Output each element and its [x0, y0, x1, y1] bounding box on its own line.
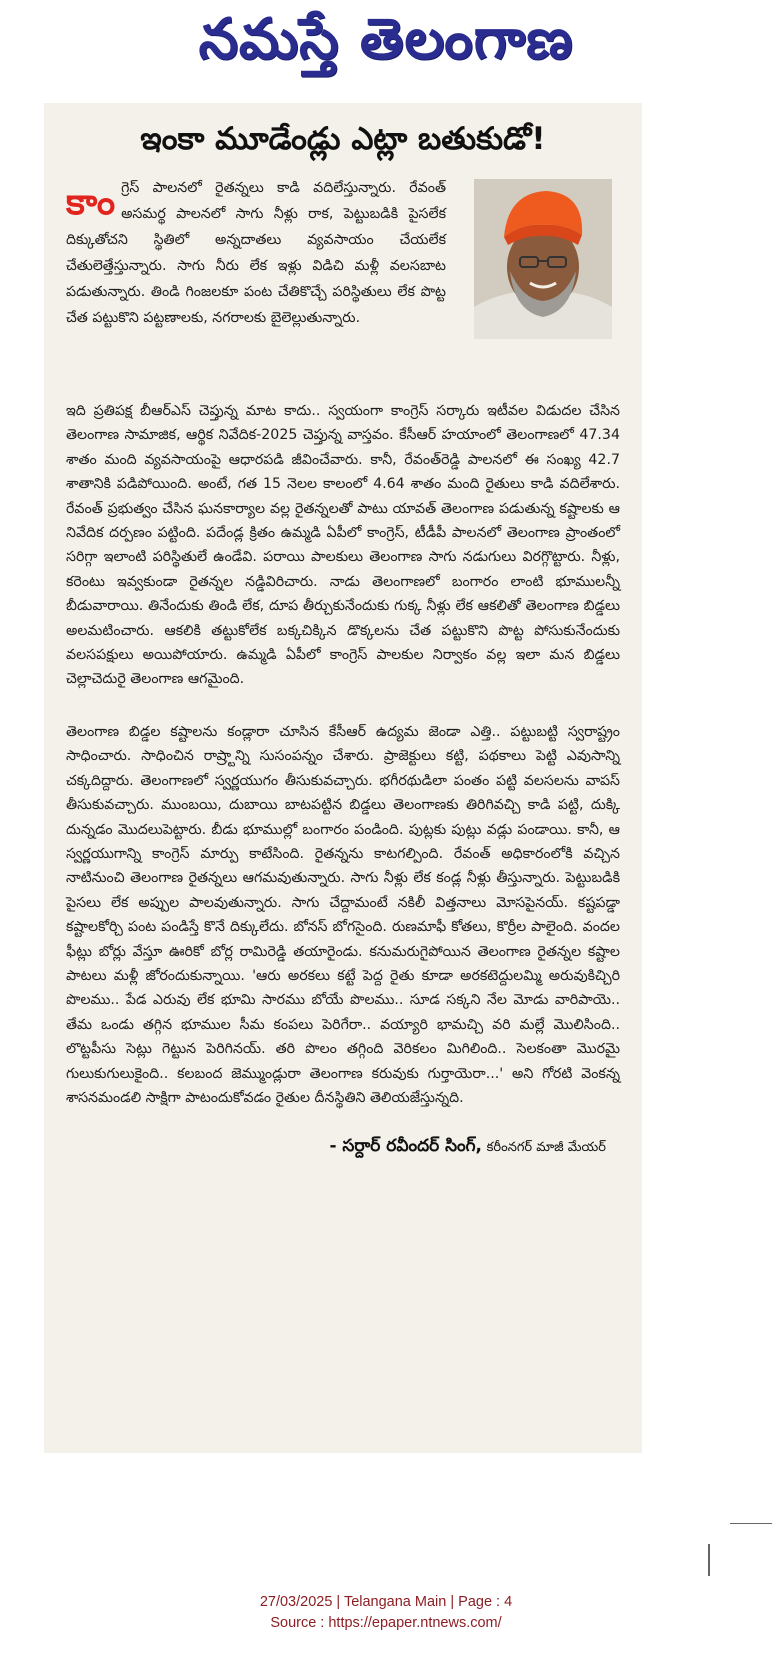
drop-cap: కాం: [66, 182, 116, 223]
article-paragraph-2: తెలంగాణ బిడ్డల కష్టాలను కండ్లారా చూసిన కేసీఆర్ ఉద్యమ జెండా ఎత్తి.. పట్టుబట్టి స్వరాష్ట్రం సాధించారు. సాధించిన రాష్ర్టాన్ని సుసంపన్నం చేశారు. ప్రాజెక్టులు కట్టి, పథకాలు పెట్టి ఎవుసాన్ని చక్కదిద్దారు. తెలంగాణలో స్వర్ణయుగం తీసుకువచ్చారు. భగీరథుడిలా పంతం పట్టి వలసలను వాపస్ తీసుకువచ్చారు. ముంబయి, దుబాయి బాటపట్టిన బిడ్డలు తెలంగాణకు తిరిగివచ్చి కాడి పట్టి, దుక్కి దున్నడం మొదలుపెట్టారు. బీడు భూముల్లో బంగారం పండింది. పుట్లకు పుట్లు వడ్లు పండాయి. కానీ, ఆ స్వర్ణయుగాన్ని కాంగ్రెస్ మార్పు కాటేసింది. రైతన్నను కాటగల్పింది. రేవంత్ అధికారంలోకి వచ్చిన నాటినుంచి తెలంగాణ రైతన్నలు ఆగమవుతున్నారు. సాగు నీళ్లు లేక కండ్ల నీళ్లు తీస్తున్నారు. పెట్టుబడికి పైసలు లేక అప్పుల పాలవుతున్నారు. సాగు చేద్దామంటే నకిలీ విత్తనాలు మోసపైనయ్. కష్టపడ్డా కష్టాలకోర్చి పంట పండిస్తే కొనే దిక్కులేదు. బోనస్ బోగసైంది. రుణమాఫీ కోతలు, కొర్రీల పాలైంది. వందల ఫీట్లు బోర్లు వేస్తూ ఊరికో బోర్ల రామిరెడ్డి తయారైండు. కనుమరుగైపోయిన తెలంగాణ రైతన్నల కష్టాల పాటలు మళ్లీ జోరందుకున్నాయి. 'ఆరు అరకలు కట్టే పెద్ద రైతు కూడా అరకటెద్దులమ్మి అరువుకిచ్చిరి పొలము.. పేడ ఎరువు లేక భూమి సారము బోయే పొలము.. సూడ సక్కని నేల మోడు వారిపాయె.. తేమ ఒండు తగ్గిన భూముల సీమ కంపలు పెరిగేరా.. వయ్యారి భామచ్చి వరి మల్లే మొలిసింది.. లొట్టపీసు సెట్లు గెట్టున పెరిగినయ్. తరి పొలం తగ్గింది వెరికలం మిగిలింది.. సెలకంతా మొరమై గులుకుగులుకైంది.. కలబంద జెమ్ముండ్లురా తెలంగాణ కరువుకు గుర్తాయెరా...' అని గోరటి వెంకన్న శాసనమండలి సాక్షిగా పాటందుకోవడం రైతుల దీనస్థితిని తెలియజేస్తున్నది.: [66, 723, 620, 1106]
lead-text: గ్రెస్ పాలనలో రైతన్నలు కాడి వదిలేస్తున్నారు. రేవంత్ అసమర్థ పాలనలో సాగు నీళ్లు రాక, పెట్టుబడికి పైసలేక దిక్కుతోచని స్థితిలో అన్నదాతలు వ్యవసాయం చేయలేక చేతులెత్తేస్తున్నారు. సాగు నీరు లేక ఇళ్లు విడిచి మళ్లీ వలసబాట పడుతున్నారు. తిండి గింజలకూ పంట చేతికొచ్చే పరిస్థితులు లేక పొట్ట చేత పట్టుకొని పట్టణాలకు, నగరాలకు బైలెల్లుతున్నారు.: [66, 180, 446, 326]
lead-paragraph: [66, 175, 446, 331]
byline: [66, 1136, 620, 1160]
article-panel: [44, 103, 642, 1453]
lead-section: [66, 175, 620, 375]
author-title: కరీంనగర్ మాజీ మేయర్: [486, 1140, 606, 1156]
article-headline: ఇంకా మూడేండ్లు ఎట్లా బతుకుడో!: [140, 121, 546, 157]
footer-date-page: 27/03/2025 | Telangana Main | Page : 4: [259, 1594, 513, 1610]
page-footer: [0, 1592, 772, 1634]
portrait-photo-icon: [474, 179, 612, 339]
masthead-logo: నమస్తే తెలంగాణ: [198, 7, 574, 72]
edge-divider-vertical: [708, 1544, 710, 1576]
author-photo: [474, 179, 612, 339]
edge-divider-horizontal: [730, 1523, 772, 1524]
author-name: - సర్దార్ రవీందర్ సింగ్,: [329, 1136, 482, 1157]
footer-source: Source : https://epaper.ntnews.com/: [270, 1615, 502, 1631]
article-paragraph-1: ఇది ప్రతిపక్ష బీఆర్ఎస్ చెప్తున్న మాట కాదు.. స్వయంగా కాంగ్రెస్ సర్కారు ఇటీవల విడుదల చేసిన తెలంగాణ సామాజిక, ఆర్థిక నివేదిక-2025 చెప్తున్న వాస్తవం. కేసీఆర్ హయాంలో తెలంగాణలో 47.34 శాతం మంది వ్యవసాయంపై ఆధారపడి జీవించేవారు. కానీ, రేవంత్‌రెడ్డి పాలనలో ఈ సంఖ్య 42.7 శాతానికి పడిపోయింది. అంటే, గత 15 నెలల కాలంలో 4.64 శాతం మంది రైతులు కాడి వదిలేశారు. రేవంత్ ప్రభుత్వం చేసిన ఘనకార్యాల వల్ల రైతన్నలతో పాటు యావత్ తెలంగాణ పడుతున్న కష్టాలకు ఆ నివేదిక దర్పణం పట్టింది. పదేండ్ల క్రితం ఉమ్మడి ఏపీలో కాంగ్రెస్, టీడీపీ పాలనలో తెలంగాణ ప్రాంతంలో సరిగ్గా ఇలాంటి పరిస్థితులే ఉండేవి. పరాయి పాలకులు తెలంగాణ సాగు నడుగులు విరగ్గొట్టారు. నీళ్లు, కరెంటు ఇవ్వకుండా రైతన్నల నడ్డివిరిచారు. నాడు తెలంగాణలో బంగారం లాంటి భూములన్నీ బీడువారాయి. తినేందుకు తిండి లేక, దూప తీర్చుకునేందుకు గుక్క నీళ్లు లేక ఆకలితో తెలంగాణ బిడ్డలు అలమటించారు. ఆకలికి తట్టుకోలేక బక్కచిక్కిన డొక్కలను చేత పట్టుకొని పొట్ట పోసుకునేందుకు వలసపక్షులు అయిపోయారు. ఉమ్మడి ఏపీలో కాంగ్రెస్ పాలకుల నిర్వాకం వల్ల ఇలా మన బిడ్డలు చెల్లాచెదురై తెలంగాణ ఆగమైంది.: [66, 403, 620, 688]
